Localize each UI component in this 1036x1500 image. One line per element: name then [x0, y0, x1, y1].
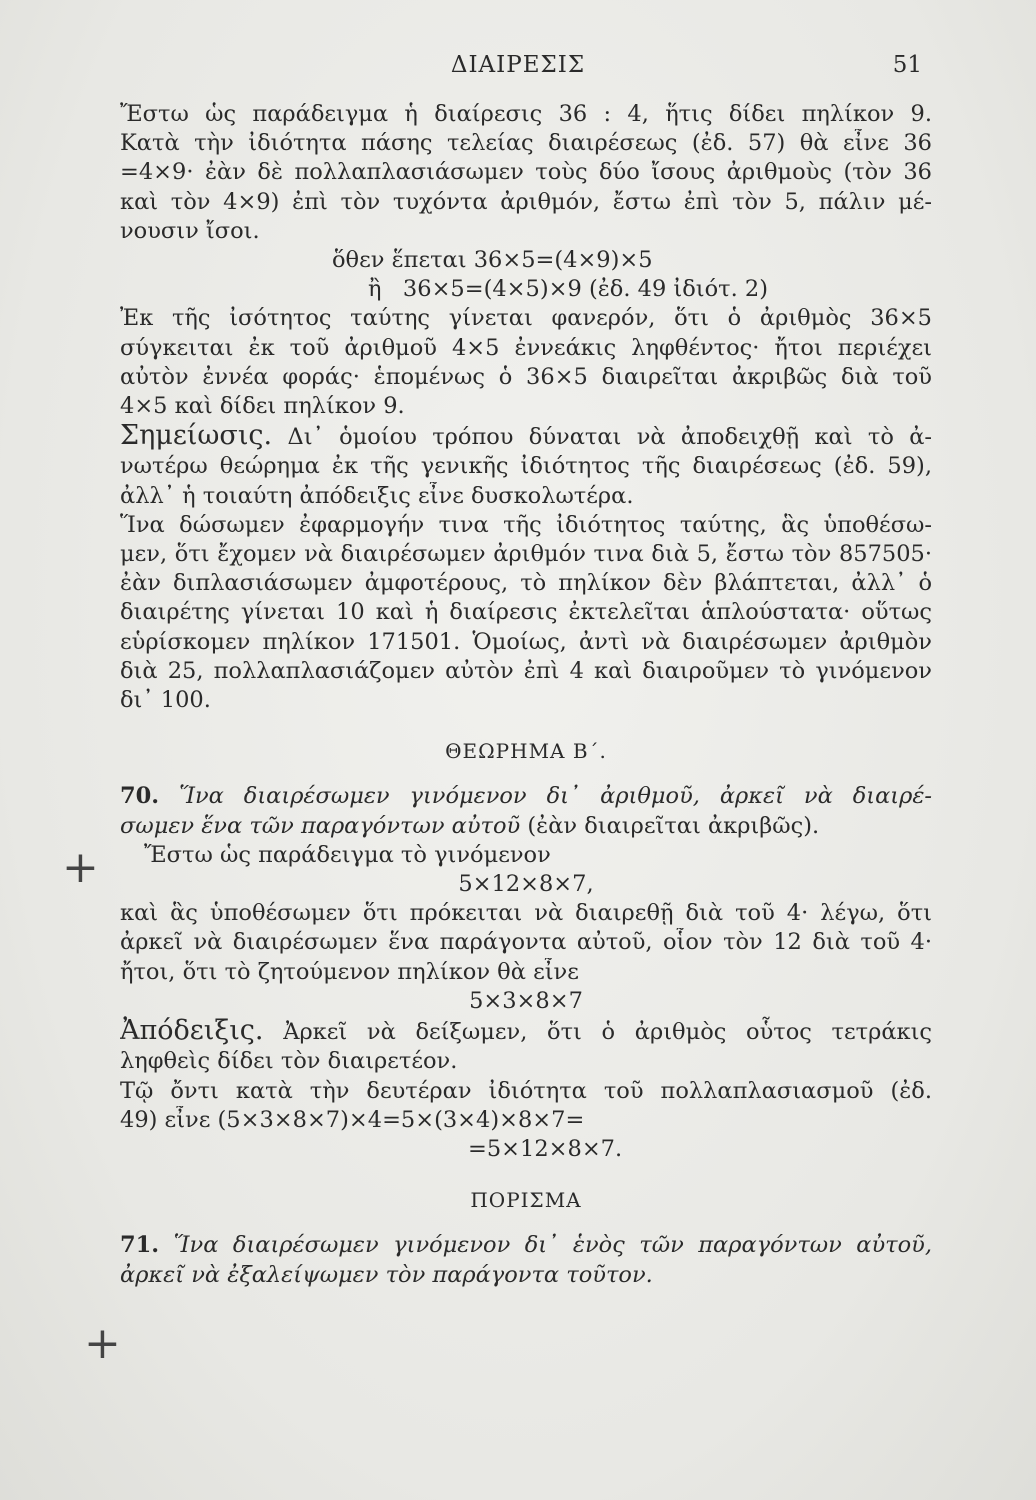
text-line: ἐὰν διπλασιάσωμεν ἀμφοτέρους, τὸ πηλίκον δὲν βλάπτεται, ἀλλ᾽ ὁ: [120, 570, 932, 597]
equation-line: 49) εἶνε (5×3×8×7)×4=5×(3×4)×8×7=: [120, 1106, 585, 1133]
section-number: 71.: [120, 1232, 160, 1259]
body-text: [120, 100, 932, 1290]
text-line: Κατὰ τὴν ἰδιότητα πάσης τελείας διαιρέσεως (ἐδ. 57) θὰ εἶνε 36: [120, 130, 932, 157]
text-line: Ἔστω ὡς παράδειγμα ἡ διαίρεσις 36 : 4, ἥτις δίδει πηλίκον 9.: [120, 101, 932, 127]
equation-line: 5×3×8×7: [469, 987, 583, 1014]
text-line: διαιρέτης γίνεται 10 καὶ ἡ διαίρεσις ἐκτελεῖται ἁπλούστατα· οὕτως: [120, 599, 932, 626]
corollary-line: [120, 1231, 932, 1260]
text-line: ληφθεὶς δίδει τὸν διαιρετέον.: [120, 1048, 458, 1075]
equation-line: =5×12×8×7.: [468, 1135, 623, 1162]
equation-line: ὅθεν ἕπεται 36×5=(4×9)×5: [332, 247, 653, 274]
note-label: Σημείωσις.: [120, 421, 273, 452]
corollary-text: Ἵνα διαιρέσωμεν γινόμενον δι᾽ ἑνὸς τῶν παραγόντων αὐτοῦ,: [173, 1232, 932, 1259]
text-line: σύγκειται ἐκ τοῦ ἀριθμοῦ 4×5 ἐννεάκις ληφθέντος· ἤτοι περιέχει: [120, 334, 932, 361]
text-line: =4×9· ἐὰν δὲ πολλαπλασιάσωμεν τοὺς δύο ἴσους ἀριθμοὺς (τὸν 36: [120, 159, 932, 186]
text-line: αὐτὸν ἐννέα φοράς· ἑπομένως ὁ 36×5 διαιρεῖται ἀκριβῶς διὰ τοῦ: [120, 363, 932, 390]
equation-line: ἢ 36×5=(4×5)×9 (ἐδ. 49 ἰδιότ. 2): [368, 276, 769, 303]
proof-label: Ἀπόδειξις.: [120, 1016, 264, 1047]
text-line: καὶ ἃς ὑποθέσωμεν ὅτι πρόκειται νὰ διαιρεθῇ διὰ τοῦ 4· λέγω, ὅτι: [120, 900, 932, 927]
text-line: διὰ 25, πολλαπλασιάζομεν αὐτὸν ἐπὶ 4 καὶ διαιροῦμεν τὸ γινόμενον: [120, 657, 932, 684]
corollary-heading: ΠΟΡΙΣΜΑ: [470, 1188, 582, 1213]
section-number: 70.: [120, 783, 160, 810]
theorem-line: [120, 782, 932, 811]
theorem-heading: ΘΕΩΡΗΜΑ Β΄.: [445, 739, 607, 764]
text-line: ἀρκεῖ νὰ διαιρέσωμεν ἕνα παράγοντα αὐτοῦ, οἷον τὸν 12 διὰ τοῦ 4·: [120, 929, 932, 956]
text-line: Ἵνα δώσωμεν ἐφαρμογήν τινα τῆς ἰδιότητος ταύτης, ἃς ὑποθέσω-: [120, 511, 932, 538]
margin-cross-mark: +: [84, 1318, 121, 1369]
text-line: Ἔστω ὡς παράδειγμα τὸ γινόμενον: [144, 841, 551, 868]
running-head: ΔΙΑΙΡΕΣΙΣ: [450, 52, 586, 78]
equation-line: 5×12×8×7,: [458, 871, 594, 898]
text-line: νουσιν ἴσοι.: [120, 217, 260, 244]
page-header: [0, 50, 1036, 82]
text-line: ἤτοι, ὅτι τὸ ζητούμενον πηλίκον θὰ εἶνε: [120, 958, 579, 985]
theorem-condition: (ἐὰν διαιρεῖται ἀκριβῶς).: [520, 812, 820, 839]
text-line: Ἐκ τῆς ἰσότητος ταύτης γίνεται φανερόν, ὅτι ὁ ἀριθμὸς 36×5: [120, 305, 932, 332]
text-line: 4×5 καὶ δίδει πηλίκον 9.: [120, 393, 405, 420]
corollary-line: ἀρκεῖ νὰ ἐξαλείψωμεν τὸν παράγοντα τοῦτον.: [120, 1261, 653, 1288]
text-line: Τῷ ὄντι κατὰ τὴν δευτέραν ἰδιότητα τοῦ πολλαπλασιασμοῦ (ἐδ.: [120, 1077, 932, 1104]
note-text: Δι᾽ ὁμοίου τρόπου δύναται νὰ ἀποδειχθῇ καὶ τὸ ἀ-: [287, 424, 932, 451]
note-line: [120, 421, 932, 452]
theorem-line: [120, 812, 932, 841]
text-line: δι᾽ 100.: [120, 687, 211, 714]
text-line: μεν, ὅτι ἔχομεν νὰ διαιρέσωμεν ἀριθμόν τινα διὰ 5, ἔστω τὸν 857505·: [120, 541, 932, 568]
theorem-text: σωμεν ἕνα τῶν παραγόντων αὐτοῦ: [120, 812, 521, 839]
page-number: 51: [892, 52, 922, 78]
proof-line: [120, 1016, 932, 1047]
margin-cross-mark: +: [62, 842, 99, 893]
proof-text: Ἀρκεῖ νὰ δείξωμεν, ὅτι ὁ ἀριθμὸς οὗτος τετράκις: [283, 1019, 932, 1046]
text-line: εὑρίσκομεν πηλίκον 171501. Ὁμοίως, ἀντὶ νὰ διαιρέσωμεν ἀριθμὸν: [120, 628, 932, 655]
text-line: ἀλλ᾽ ἡ τοιαύτη ἀπόδειξις εἶνε δυσκολωτέρα.: [120, 482, 634, 509]
theorem-text: Ἵνα διαιρέσωμεν γινόμενον δι᾽ ἀριθμοῦ, ἀρκεῖ νὰ διαιρέ-: [179, 783, 932, 810]
text-line: καὶ τὸν 4×9) ἐπὶ τὸν τυχόντα ἀριθμόν, ἔστω ἐπὶ τὸν 5, πάλιν μέ-: [120, 188, 932, 215]
text-line: νωτέρω θεώρημα ἐκ τῆς γενικῆς ἰδιότητος τῆς διαιρέσεως (ἐδ. 59),: [120, 453, 932, 480]
